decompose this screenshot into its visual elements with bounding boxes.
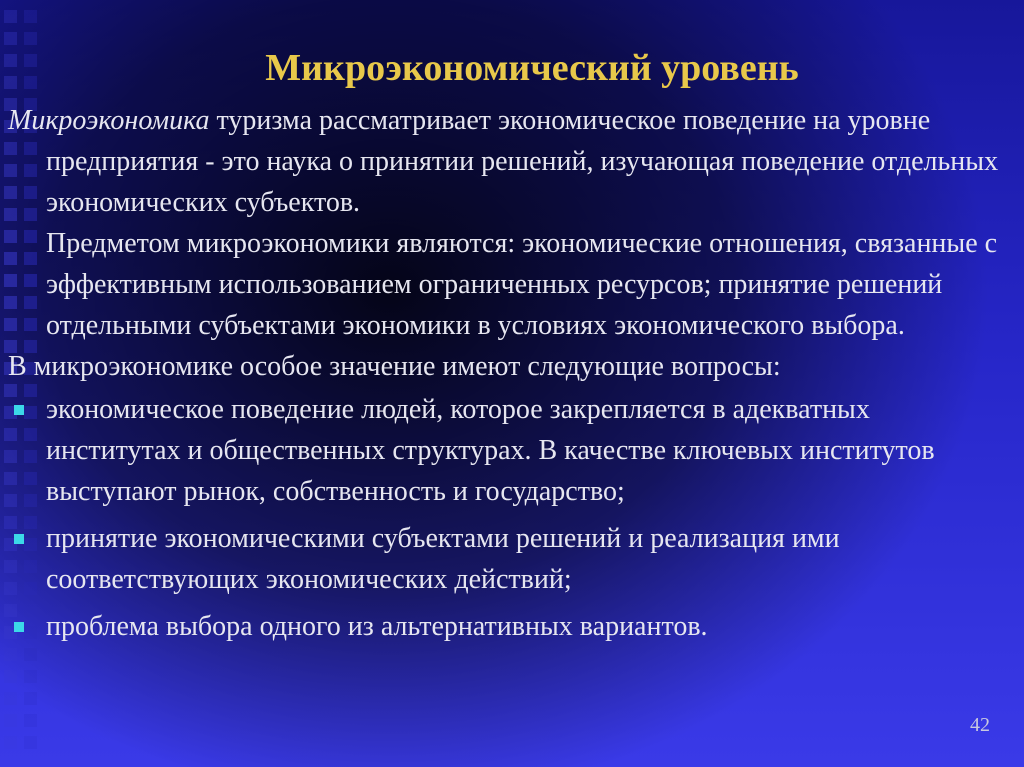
paragraph-subject: Предметом микроэкономики являются: экономические отношения, связанные с эффективным использованием ограниченных ресурсов; принятие решений отдельными субъектами экономики в условиях экономического выбора.: [46, 228, 998, 341]
paragraph-definition: [8, 100, 1003, 223]
decorative-square: [4, 736, 17, 749]
bullet-text: проблема выбора одного из альтернативных вариантов.: [46, 611, 708, 642]
decorative-square: [24, 736, 37, 749]
list-item: [8, 389, 1003, 512]
decorative-square: [24, 714, 37, 727]
term-microeconomics: Микроэкономика: [8, 105, 210, 136]
decorative-square: [4, 692, 17, 705]
decorative-square: [4, 670, 17, 683]
square-bullet-icon: [14, 534, 24, 544]
decorative-square: [24, 10, 37, 23]
bullet-text: экономическое поведение людей, которое закрепляется в адекватных институтах и общественных структурах. В качестве ключевых институтов выступают рынок, собственность и государство;: [46, 394, 935, 507]
decorative-square: [4, 10, 17, 23]
slide-body: [8, 100, 1003, 653]
definition-text: туризма рассматривает экономическое поведение на уровне предприятия - это наука о принятии решений, изучающая поведение отдельных экономических субъектов.: [46, 105, 999, 218]
bullet-text: принятие экономическими субъектами решений и реализация ими соответствующих экономических действий;: [46, 523, 840, 595]
list-item: [8, 518, 1003, 600]
square-bullet-icon: [14, 405, 24, 415]
slide-title: Микроэкономический уровень: [265, 47, 799, 89]
bullet-list: [8, 389, 1003, 647]
decorative-square: [24, 692, 37, 705]
square-bullet-icon: [14, 622, 24, 632]
list-item: [8, 606, 1003, 647]
lead-text: В микроэкономике особое значение имеют следующие вопросы:: [8, 351, 781, 382]
decorative-square: [24, 670, 37, 683]
decorative-square: [4, 714, 17, 727]
page-number: 42: [970, 714, 990, 736]
